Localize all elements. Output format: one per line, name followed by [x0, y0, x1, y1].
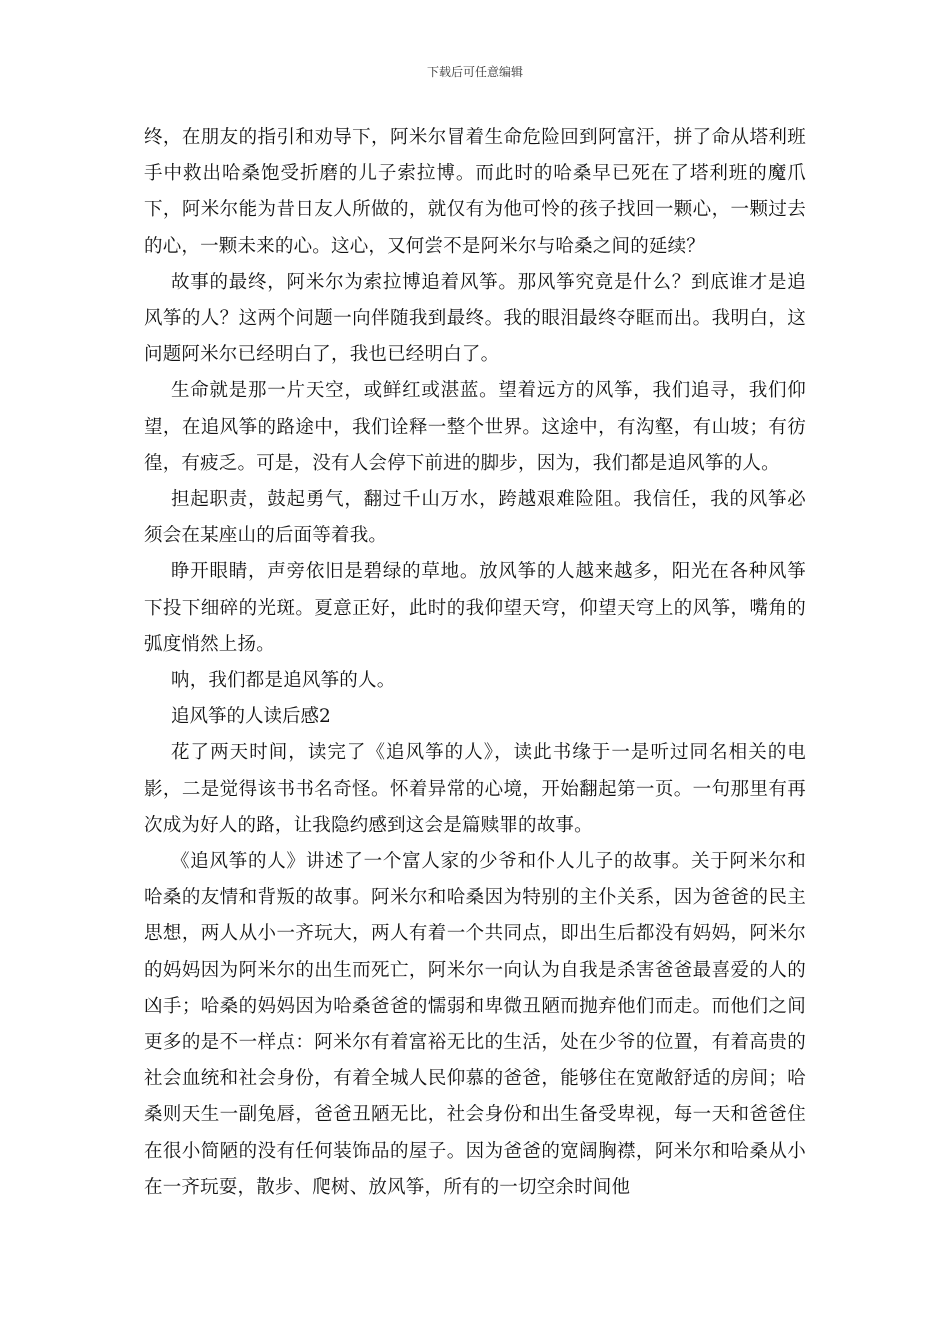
paragraph: 生命就是那一片天空，或鲜红或湛蓝。望着远方的风筝，我们追寻，我们仰望，在追风筝的路途中，我们诠释一整个世界。这途中，有沟壑，有山坡；有彷徨，有疲乏。可是，没有人会停下前进的脚步，因为，我们都是追风筝的人。: [144, 380, 806, 474]
page-header: 下载后可任意编辑: [426, 65, 523, 79]
document-body: [144, 120, 806, 1206]
paragraph-continuation: 终，在朋友的指引和劝导下，阿米尔冒着生命危险回到阿富汗，拼了命从塔利班手中救出哈桑饱受折磨的儿子索拉博。而此时的哈桑早已死在了塔利班的魔爪下，阿米尔能为昔日友人所做的，就仅有为他可怜的孩子找回一颗心，一颗过去的心，一颗未来的心。这心，又何尝不是阿米尔与哈桑之间的延续？: [144, 127, 806, 257]
paragraph: 呐，我们都是追风筝的人。: [171, 670, 396, 692]
section-title: 追风筝的人读后感2: [171, 706, 331, 728]
paragraph: 花了两天时间，读完了《追风筝的人》，读此书缘于一是听过同名相关的电影，二是觉得该书书名奇怪。怀着异常的心境，开始翻起第一页。一句那里有再次成为好人的路，让我隐约感到这会是篇赎罪的故事。: [144, 742, 806, 836]
paragraph: 《追风筝的人》讲述了一个富人家的少爷和仆人儿子的故事。关于阿米尔和哈桑的友情和背叛的故事。阿米尔和哈桑因为特别的主仆关系，因为爸爸的民主思想，两人从小一齐玩大，两人有着一个共同点，即出生后都没有妈妈，阿米尔的妈妈因为阿米尔的出生而死亡，阿米尔一向认为自我是杀害爸爸最喜爱的人的凶手；哈桑的妈妈因为哈桑爸爸的懦弱和卑微丑陋而抛弃他们而走。而他们之间更多的是不一样点：阿米尔有着富裕无比的生活，处在少爷的位置，有着高贵的社会血统和社会身份，有着全城人民仰慕的爸爸，能够住在宽敞舒适的房间；哈桑则天生一副兔唇，爸爸丑陋无比，社会身份和出生备受卑视，每一天和爸爸住在很小简陋的没有任何装饰品的屋子。因为爸爸的宽阔胸襟，阿米尔和哈桑从小在一齐玩耍，散步、爬树、放风筝，所有的一切空余时间他: [144, 851, 806, 1198]
paragraph: 担起职责，鼓起勇气，翻过千山万水，跨越艰难险阻。我信任，我的风筝必须会在某座山的后面等着我。: [144, 489, 806, 547]
paragraph: 睁开眼睛，声旁依旧是碧绿的草地。放风筝的人越来越多，阳光在各种风筝下投下细碎的光斑。夏意正好，此时的我仰望天穹，仰望天穹上的风筝，嘴角的弧度悄然上扬。: [144, 561, 806, 655]
paragraph: 故事的最终，阿米尔为索拉博追着风筝。那风筝究竟是什么？到底谁才是追风筝的人？这两个问题一向伴随我到最终。我的眼泪最终夺眶而出。我明白，这问题阿米尔已经明白了，我也已经明白了。: [144, 271, 806, 366]
